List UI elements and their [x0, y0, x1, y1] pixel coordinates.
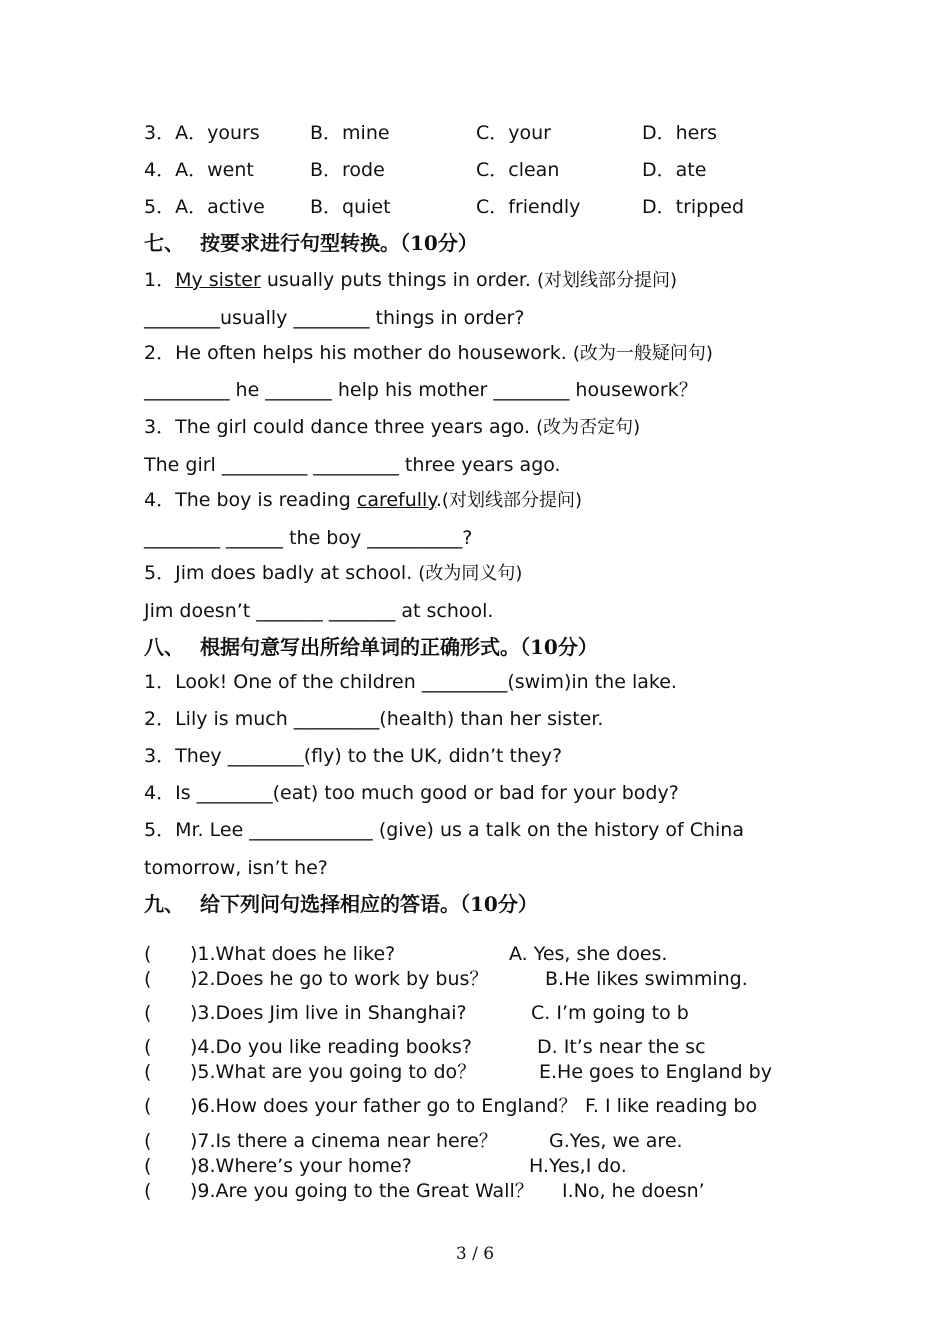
option-d: D．hers [642, 122, 718, 144]
section-number: 九、 [144, 892, 184, 916]
answer-option: F. I like reading bo [585, 1095, 758, 1117]
question-line: 2．Lily is much _________(health) than her sister. [144, 708, 604, 730]
section-number: 八、 [144, 635, 184, 659]
question-text: )5.What are you going to do？ [190, 1061, 477, 1083]
underlined-text: carefully [356, 489, 436, 511]
question-text: )6.How does your father go to England？ [190, 1095, 578, 1117]
option-a: 4．A．went [144, 159, 254, 181]
question-text: 2．He often helps his mother do housework. [144, 342, 573, 364]
option-a: 3．A．yours [144, 122, 260, 144]
answer-option: G.Yes, we are. [549, 1130, 683, 1152]
answer-line: ________ ______ the boy __________? [144, 527, 473, 549]
answer-option: A. Yes, she does. [509, 943, 668, 965]
question-line [144, 561, 522, 586]
answer-option: B.He likes swimming. [545, 968, 748, 990]
instruction-note: (改为一般疑问句) [572, 343, 713, 364]
question-line [144, 268, 677, 293]
answer-bracket: ( [144, 968, 152, 990]
answer-line: _________ he _______ help his mother ________ housework？ [144, 379, 698, 401]
answer-line: Jim doesn’t _______ _______ at school. [144, 600, 494, 622]
question-line: 5．Mr. Lee _____________ (give) us a talk on the history of China [144, 819, 744, 841]
option-c: C．friendly [476, 196, 581, 218]
question-line: 1．Look! One of the children _________(swim)in the lake. [144, 671, 677, 693]
question-text: )4.Do you like reading books? [190, 1036, 472, 1058]
option-b: B．rode [310, 159, 385, 181]
question-text: 5．Jim does badly at school. [144, 562, 419, 584]
question-text: )7.Is there a cinema near here？ [190, 1130, 498, 1152]
answer-bracket: ( [144, 1061, 152, 1083]
question-text: 3．The girl could dance three years ago. [144, 416, 537, 438]
question-text: )1.What does he like? [190, 943, 396, 965]
question-text: )8.Where’s your home? [190, 1155, 412, 1177]
instruction-note: (对划线部分提问) [441, 490, 582, 511]
answer-option: H.Yes,I do. [529, 1155, 627, 1177]
question-line: 4．Is ________(eat) too much good or bad for your body? [144, 782, 679, 804]
answer-line: ________usually ________ things in order? [144, 307, 525, 329]
answer-bracket: ( [144, 1002, 152, 1024]
option-d: D．tripped [642, 196, 745, 218]
option-a: 5．A．active [144, 196, 265, 218]
question-text: )3.Does Jim live in Shanghai? [190, 1002, 467, 1024]
instruction-note: (改为同义句) [418, 563, 523, 584]
instruction-note: (改为否定句) [536, 417, 641, 438]
answer-bracket: ( [144, 1095, 152, 1117]
underlined-text: My sister [175, 269, 261, 291]
question-text: 4．The boy is reading [144, 489, 357, 511]
page-number: 3 / 6 [455, 1244, 495, 1264]
answer-bracket: ( [144, 1130, 152, 1152]
section-heading [144, 231, 478, 255]
answer-bracket: ( [144, 943, 152, 965]
answer-bracket: ( [144, 1180, 152, 1202]
section-number: 七、 [144, 231, 184, 255]
question-text: 1． [144, 269, 176, 291]
option-b: B．mine [310, 122, 390, 144]
question-text: )9.Are you going to the Great Wall？ [190, 1180, 534, 1202]
answer-option: D. It’s near the sc [537, 1036, 706, 1058]
answer-bracket: ( [144, 1036, 152, 1058]
answer-option: C. I’m going to b [531, 1002, 689, 1024]
answer-option: I.No, he doesn’ [562, 1180, 705, 1202]
instruction-note: (对划线部分提问) [536, 270, 678, 291]
option-c: C．your [476, 122, 551, 144]
answer-option: E.He goes to England by [539, 1061, 772, 1083]
section-heading [144, 635, 598, 659]
question-line [144, 415, 640, 440]
section-heading [144, 892, 538, 916]
option-b: B．quiet [310, 196, 391, 218]
answer-line: The girl _________ _________ three years ago. [144, 454, 561, 476]
option-d: D．ate [642, 159, 707, 181]
section-title: 按要求进行句型转换。（10分） [200, 231, 478, 255]
section-title: 根据句意写出所给单词的正确形式。（10分） [200, 635, 598, 659]
question-text: . [435, 489, 442, 511]
question-line [144, 488, 582, 513]
option-c: C．clean [476, 159, 560, 181]
answer-bracket: ( [144, 1155, 152, 1177]
question-line [144, 341, 713, 366]
section-title: 给下列问句选择相应的答语。（10分） [200, 892, 538, 916]
question-line: 3．They ________(fly) to the UK, didn’t they? [144, 745, 563, 767]
question-text: )2.Does he go to work by bus？ [190, 968, 489, 990]
question-line: tomorrow, isn’t he? [144, 857, 328, 879]
question-text: usually puts things in order. [260, 269, 537, 291]
